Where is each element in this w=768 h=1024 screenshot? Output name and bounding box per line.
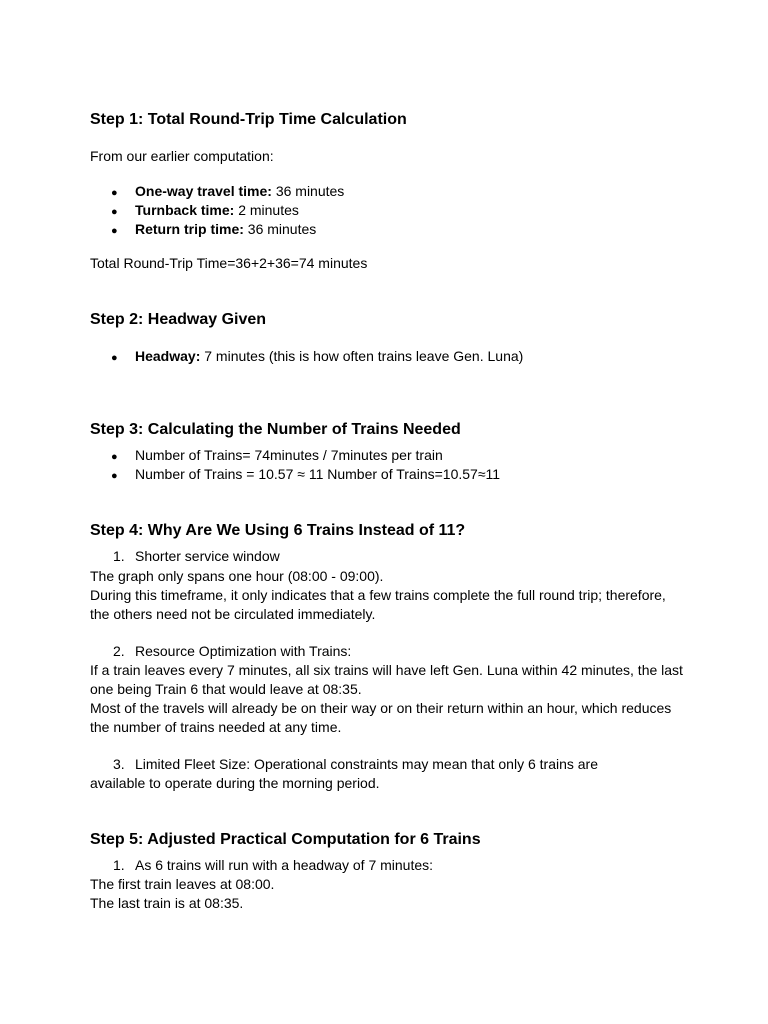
bullet-label: One-way travel time:	[135, 183, 272, 199]
list-item	[111, 201, 299, 222]
paragraph-line: the others need not be circulated immediately.	[90, 606, 376, 622]
bullet-value: 36 minutes	[271, 183, 345, 199]
paragraph-line: If a train leaves every 7 minutes, all six trains will have left Gen. Luna within 42 minutes, the last	[90, 662, 683, 678]
numbered-item	[113, 642, 351, 661]
paragraph-line: Most of the travels will already be on their way or on their return within an hour, which reduces	[90, 700, 672, 716]
paragraph-line: available to operate during the morning period.	[90, 775, 380, 791]
paragraph-line: The graph only spans one hour (08:00 - 09:00).	[90, 568, 384, 584]
bullet-icon: ●	[111, 187, 118, 199]
bullet-value: 36 minutes	[243, 221, 317, 237]
bullet-text: Number of Trains = 10.57 ≈ 11 Number of Trains=10.57≈11	[135, 466, 501, 482]
numbered-item	[113, 856, 433, 875]
list-item	[111, 446, 443, 467]
item-number: 1.	[113, 548, 125, 564]
bullet-icon: ●	[111, 206, 118, 218]
step2-heading: Step 2: Headway Given	[90, 311, 267, 328]
bullet-icon: ●	[111, 451, 118, 463]
step1-intro: From our earlier computation:	[90, 148, 274, 164]
bullet-value: 2 minutes	[234, 202, 299, 218]
item-number: 2.	[113, 643, 125, 659]
item-number: 3.	[113, 756, 125, 772]
paragraph-line: The last train is at 08:35.	[90, 895, 244, 911]
list-item	[111, 465, 500, 486]
bullet-label: Headway:	[135, 348, 201, 364]
list-item	[111, 220, 316, 241]
paragraph-line: one being Train 6 that would leave at 08:35.	[90, 681, 362, 697]
item-number: 1.	[113, 857, 125, 873]
bullet-icon: ●	[111, 225, 118, 237]
paragraph-line: During this timeframe, it only indicates that a few trains complete the full round trip; therefore,	[90, 587, 666, 603]
step1-heading: Step 1: Total Round-Trip Time Calculation	[90, 111, 407, 128]
paragraph-line: the number of trains needed at any time.	[90, 719, 342, 735]
list-item	[111, 182, 344, 203]
bullet-text: Number of Trains= 74minutes / 7minutes per train	[135, 447, 443, 463]
bullet-value: 7 minutes (this is how often trains leave Gen. Luna)	[200, 348, 524, 364]
paragraph-line: The first train leaves at 08:00.	[90, 876, 275, 892]
step3-heading: Step 3: Calculating the Number of Trains Needed	[90, 421, 461, 438]
step4-heading: Step 4: Why Are We Using 6 Trains Instead of 11?	[90, 522, 466, 539]
numbered-item	[113, 547, 280, 566]
bullet-icon: ●	[111, 470, 118, 482]
step1-total: Total Round-Trip Time=36+2+36=74 minutes	[90, 255, 368, 271]
item-title: Resource Optimization with Trains:	[135, 643, 352, 659]
numbered-item	[113, 755, 598, 774]
bullet-label: Return trip time:	[135, 221, 244, 237]
item-title: Limited Fleet Size: Operational constraints may mean that only 6 trains are	[135, 756, 598, 772]
bullet-icon: ●	[111, 352, 118, 364]
bullet-label: Turnback time:	[135, 202, 235, 218]
item-title: Shorter service window	[135, 548, 280, 564]
step5-heading: Step 5: Adjusted Practical Computation for 6 Trains	[90, 831, 481, 848]
list-item	[111, 347, 523, 368]
item-title: As 6 trains will run with a headway of 7 minutes:	[135, 857, 434, 873]
